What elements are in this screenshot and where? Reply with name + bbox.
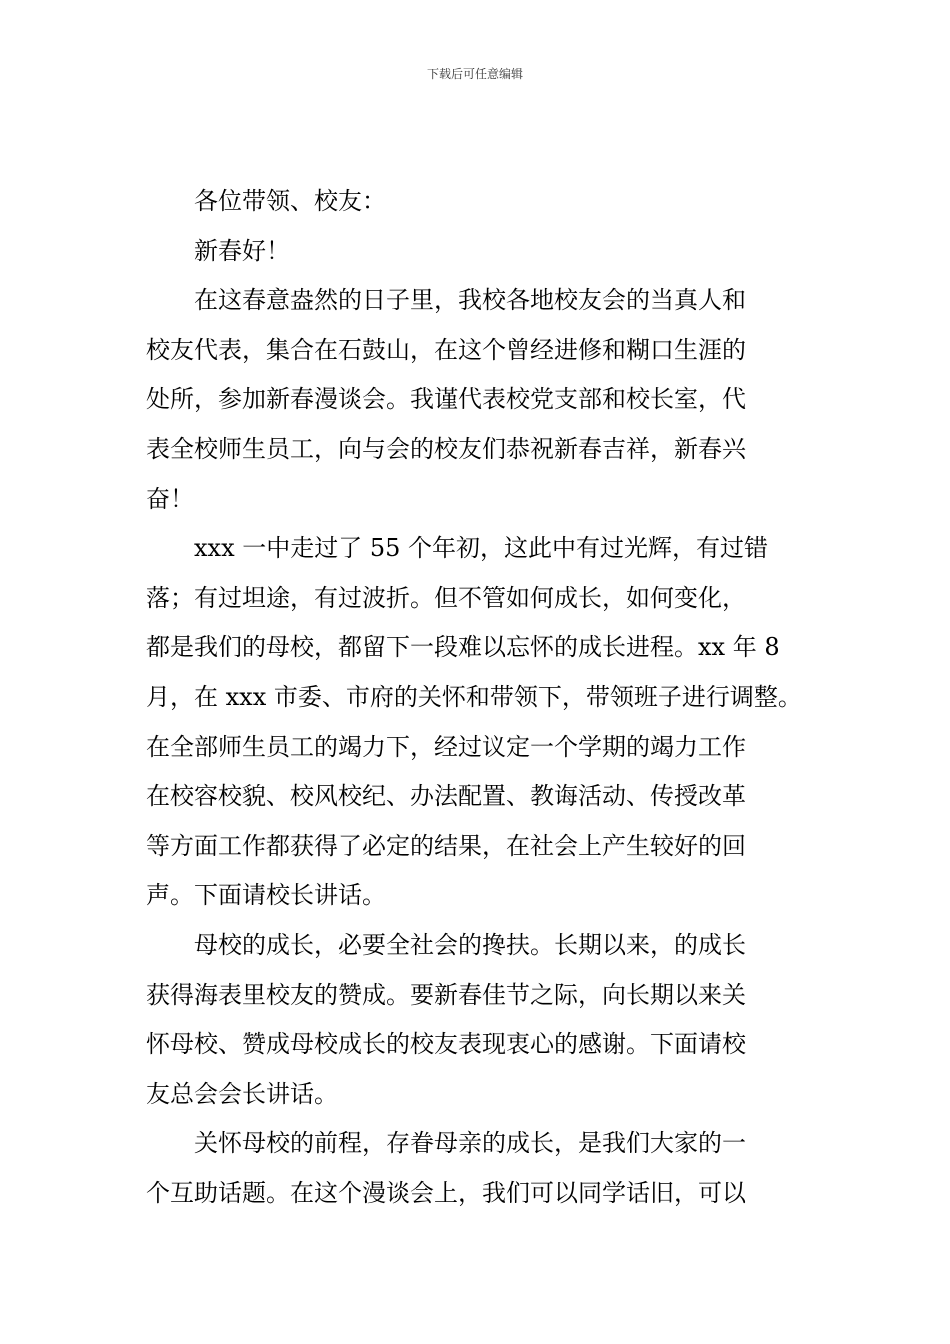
paragraph-line: 母校的成长，必要全社会的搀扶。长期以来，的成长 <box>194 930 746 959</box>
paragraph-line: 落；有过坦途，有过波折。但不管如何成长，如何变化， <box>146 583 746 612</box>
paragraph-line: 获得海表里校友的赞成。要新春佳节之际，向长期以来关 <box>146 980 746 1009</box>
paragraph-1 <box>146 276 812 524</box>
paragraph-2 <box>146 524 812 921</box>
paragraph-line: 声。下面请校长讲话。 <box>146 881 386 910</box>
paragraph-line: 关怀母校的前程，存眷母亲的成长，是我们大家的一 <box>194 1129 746 1158</box>
paragraph-line: 友总会会长讲话。 <box>146 1079 338 1108</box>
paragraph-line: 在校容校貌、校风校纪、办法配置、教诲活动、传授改革 <box>146 782 746 811</box>
paragraph-line: 表全校师生员工，向与会的校友们恭祝新春吉祥，新春兴 <box>146 434 746 463</box>
paragraph-line: 个互助话题。在这个漫谈会上，我们可以同学话旧，可以 <box>146 1178 746 1207</box>
paragraph-line: 奋！ <box>146 484 194 513</box>
paragraph-line: 校友代表，集合在石鼓山，在这个曾经进修和糊口生涯的 <box>146 335 746 364</box>
paragraph-line: 都是我们的母校，都留下一段难以忘怀的成长进程。xx 年 8 <box>146 633 780 662</box>
paragraph-4 <box>146 1119 812 1218</box>
paragraph-line: 在这春意盎然的日子里，我校各地校友会的当真人和 <box>194 286 746 315</box>
paragraph-line: 等方面工作都获得了必定的结果，在社会上产生较好的回 <box>146 831 746 860</box>
page-header: 下载后可任意编辑 <box>426 67 523 81</box>
paragraph-line: 在全部师生员工的竭力下，经过议定一个学期的竭力工作 <box>146 732 746 761</box>
greeting: 新春好！ <box>194 236 290 265</box>
paragraph-3 <box>146 921 812 1119</box>
paragraph-line: 怀母校、赞成母校成长的校友表现衷心的感谢。下面请校 <box>146 1030 746 1059</box>
document-body <box>146 177 812 1218</box>
paragraph-line: 处所，参加新春漫谈会。我谨代表校党支部和校长室，代 <box>146 385 746 414</box>
paragraph-line: xxx 一中走过了 55 个年初，这此中有过光辉，有过错 <box>194 534 769 563</box>
salutation: 各位带领、校友： <box>194 187 386 215</box>
paragraph-line: 月，在 xxx 市委、市府的关怀和带领下，带领班子进行调整。 <box>146 682 802 711</box>
